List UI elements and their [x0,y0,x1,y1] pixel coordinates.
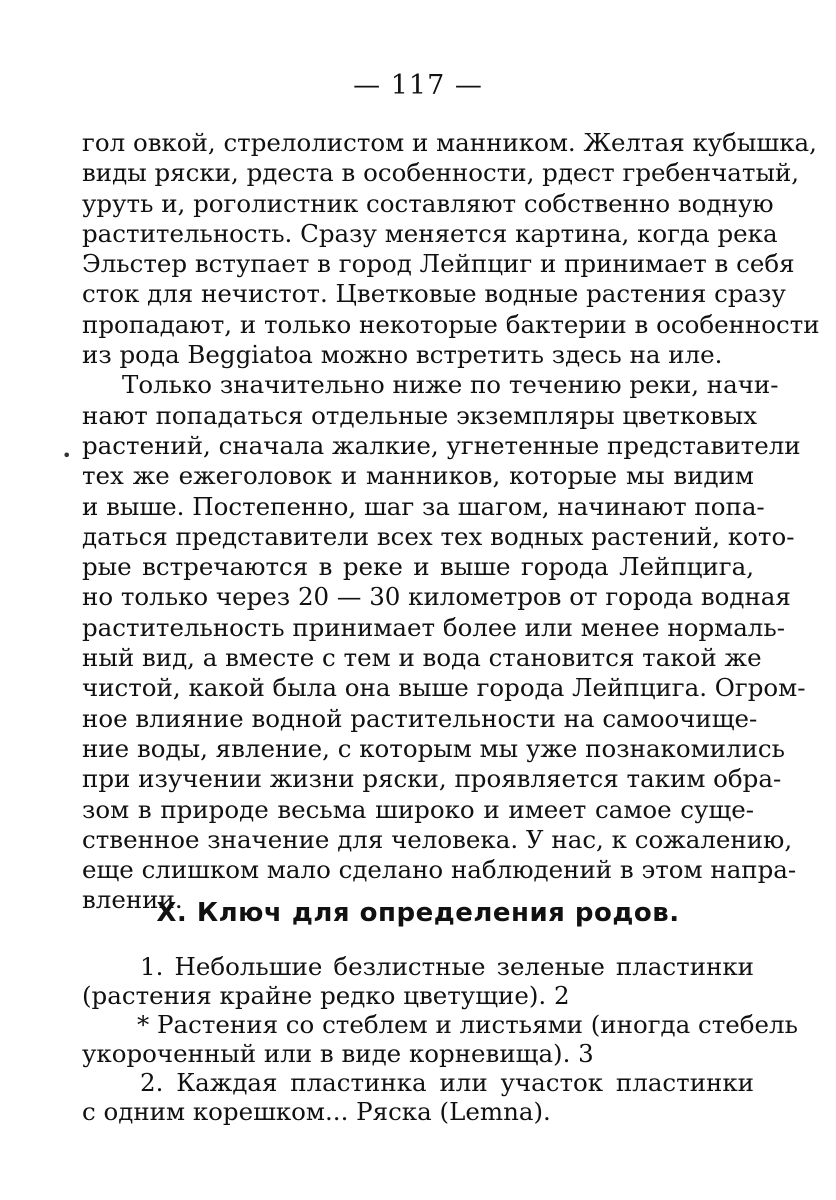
page-number: — 117 — [353,70,483,101]
key-line: 1. Небольшие безлистные зеленые пластинки [140,952,754,981]
text-line: зом в природе весьма широко и имеет самое суще- [82,794,754,824]
text-line: виды ряски, рдеста в особенности, рдест гребенчатый, [82,158,800,188]
text-line: уруть и, роголистник составляют собственно водную [82,188,774,218]
paragraph-1 [82,128,820,370]
text-line: растений, сначала жалкие, угнетенные представители [82,430,801,460]
text-line: но только через 20 — 30 километров от города водная [82,582,791,612]
key-line: с одним корешком... Ряска (Lemna). [82,1097,551,1126]
text-line: растительность. Сразу меняется картина, когда река [82,218,778,248]
body-text [82,128,820,916]
key-line: 2. Каждая пластинка или участок пластинки [140,1068,754,1097]
key-line: * Растения со стеблем и листьями (иногда стебель [137,1010,798,1039]
text-line: влении. [82,885,183,915]
text-line: еще слишком мало сделано наблюдений в этом напра- [82,855,797,885]
section-heading: X. Ключ для определения родов. [156,898,680,928]
text-line: даться представители всех тех водных растений, кото- [82,521,795,551]
text-line: чистой, какой была она выше города Лейпцига. Огром- [82,673,806,703]
text-line: гол овкой, стрелолистом и манником. Желтая кубышка, [82,128,817,157]
genus-key [82,952,798,1126]
text-line: рые встречаются в реке и выше города Лейпцига, [82,552,754,582]
margin-dot: • [62,446,72,465]
text-line: Эльстер вступает в город Лейпциг и принимает в себя [82,249,795,279]
text-line: нают попадаться отдельные экземпляры цветковых [82,400,758,430]
text-line: ный вид, а вместе с тем и вода становится такой же [82,643,762,673]
text-line: растительность принимает более или менее нормаль- [82,612,785,642]
key-line: укороченный или в виде корневища). 3 [82,1039,594,1068]
paragraph-2 [82,370,806,915]
text-line: Только значительно ниже по течению реки, начи- [122,370,779,400]
text-line: сток для нечистот. Цветковые водные растения сразу [82,279,786,309]
text-line: при изучении жизни ряски, проявляется таким обра- [82,764,782,794]
text-line: из рода Beggiatoa можно встретить здесь на иле. [82,340,723,370]
text-line: пропадают, и только некоторые бактерии в особенности [82,309,820,339]
key-line: (растения крайне редко цветущие). 2 [82,981,570,1010]
text-line: ное влияние водной растительности на самоочище- [82,703,758,733]
text-line: тех же ежеголовок и манников, которые мы видим [82,461,754,491]
text-line: ние воды, явление, с которым мы уже познакомились [82,733,785,763]
text-line: ственное значение для человека. У нас, к сожалению, [82,824,793,854]
text-line: и выше. Постепенно, шаг за шагом, начинают попа- [82,491,765,521]
